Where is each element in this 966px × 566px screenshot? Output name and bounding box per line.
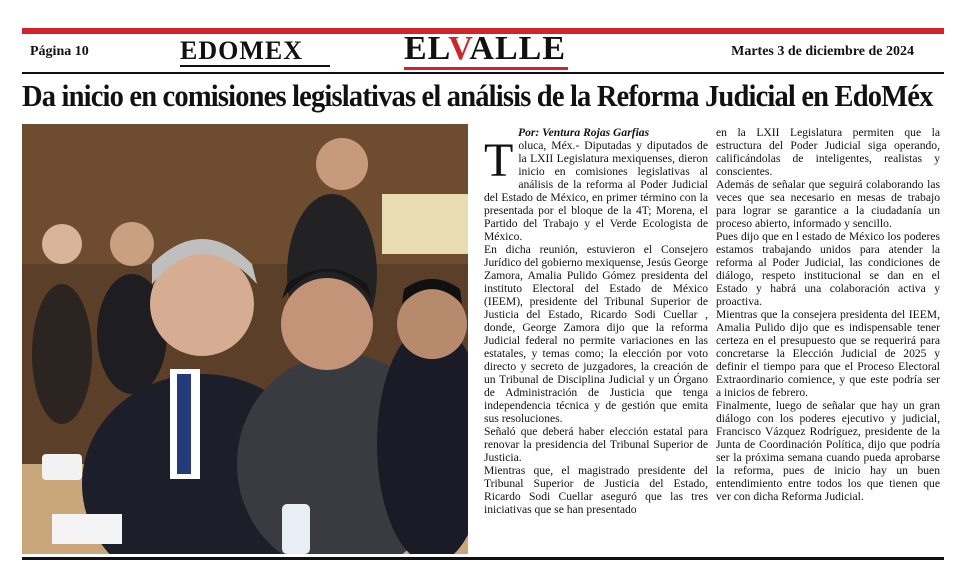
paragraph: Finalmente, luego de señalar que hay un gran diálogo con los poderes ejecutivo y judicial, Francisco Vázquez Rodríguez, presidente de la Junta de Coordinación Política, dijo que podría ser la próxima semana cuando pueda aprobarse la reforma, pues de inicio hay un buen entendimiento entre todos los que tienen que ver con dicha Reforma Judicial. <box>716 399 940 503</box>
byline: Por: Ventura Rojas Garfias <box>518 126 650 139</box>
masthead <box>22 30 944 70</box>
headline: Da inicio en comisiones legislativas el análisis de la Reforma Judicial en EdoMéx <box>22 78 933 113</box>
page-number: Página 10 <box>30 44 89 59</box>
article-photo <box>22 124 468 554</box>
logo-text-left: EL <box>404 30 449 67</box>
header-rule <box>22 72 944 74</box>
section-title: EDOMEX <box>180 36 303 65</box>
section-underline <box>180 65 330 67</box>
photo-illustration <box>22 124 468 554</box>
article-column-2 <box>716 126 940 503</box>
issue-date: Martes 3 de diciembre de 2024 <box>731 44 914 59</box>
paragraph: Mientras que, el magistrado presidente del Tribunal Superior de Justicia del Estado, Ricardo Sodi Cuellar aseguró que las tres iniciativas que se han presentado <box>484 464 708 516</box>
paragraph: Además de señalar que seguirá colaborando las veces que sea necesario en mesas de trabajo para lograr se garantice a la ciudadanía un proceso abierto, informado y sencillo. <box>716 178 940 230</box>
paragraph: oluca, Méx.- Diputadas y diputados de la LXII Legislatura mexiquenses, dieron inicio en comisiones legislativas al análisis de la reforma al Poder Judicial del Estado de México, en primer término con la presentada por el bloque de la 4T; Morena, el Partido del Trabajo y el Verde Ecologista de México. <box>484 139 708 243</box>
bottom-rule <box>22 557 944 560</box>
paragraph: Mientras que la consejera presidenta del IEEM, Amalia Pulido dijo que es indispensable tener certeza en el presupuesto que se requerirá para concretarse la Elección Judicial de 2025 y definir el tiempo para que el Proceso Electoral Extraordinario comience, y que este podría ser a inicios de febrero. <box>716 308 940 399</box>
paragraph: Señaló que deberá haber elección estatal para renovar la presidencia del Tribunal Superior de Justicia. <box>484 425 708 464</box>
paragraph: En dicha reunión, estuvieron el Consejero Jurídico del gobierno mexiquense, Jesús George Zamora, Amalia Pulido Gómez presidenta del instituto Electoral del Estado de México (IEEM), presidente del Tribunal Superior de Justicia del Estado, Ricardo Sodi Cuellar , donde, George Zamora dijo que la reforma Judicial federal no permite variaciones en las estatales, y temas como; la elección por voto directo y secreto de juzgadores, la creación de un Tribunal de Disciplina Judicial y un Órgano de Administración de Justicia que tenga independencia técnica y de gestión que emita sus resoluciones. <box>484 243 708 425</box>
paragraph: en la LXII Legislatura permiten que la estructura del Poder Judicial siga operando, calificándolas de inteligentes, realistas y conscientes. <box>716 126 940 178</box>
logo-v: V <box>448 30 470 67</box>
article-column-1 <box>484 126 708 516</box>
logo-underline <box>404 67 568 70</box>
logo-text-right: ALLE <box>469 30 566 67</box>
newspaper-logo <box>404 30 566 68</box>
drop-cap: T <box>484 134 514 187</box>
paragraph: Pues dijo que en l estado de México los poderes estamos trabajando unidos para atender la reforma al Poder Judicial, las condiciones de diálogo, respeto institucional se dan en el Estado y habrá una colaboración activa y proactiva. <box>716 230 940 308</box>
